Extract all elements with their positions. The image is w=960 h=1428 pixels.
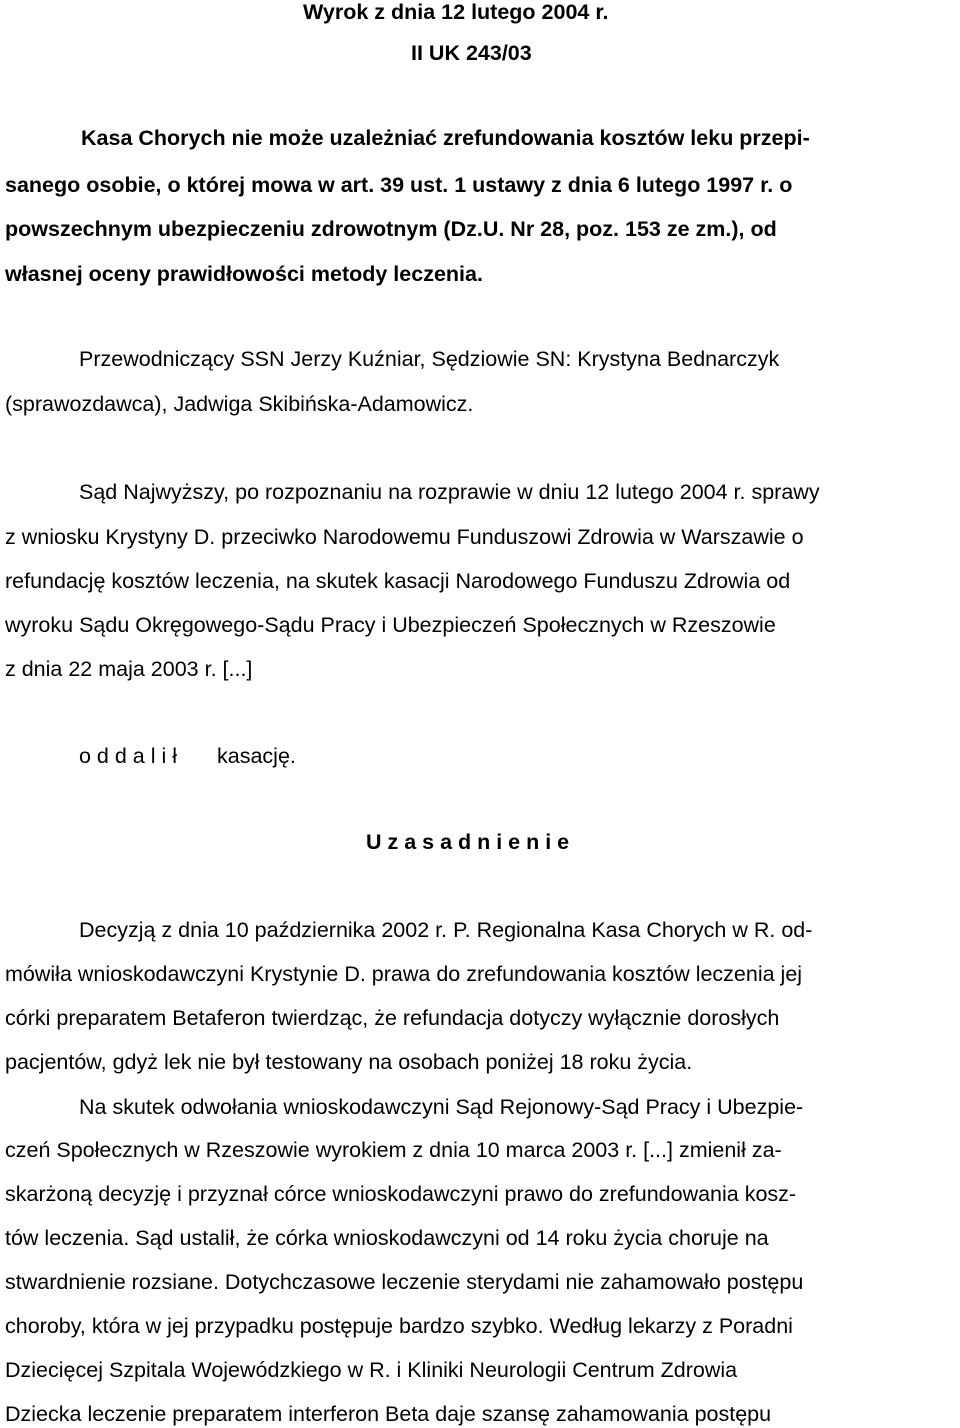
ruling-verb: o d d a l i ł (79, 744, 177, 768)
judgment-date-title: Wyrok z dnia 12 lutego 2004 r. (303, 0, 609, 24)
intro-line: refundację kosztów leczenia, na skutek kasacji Narodowego Funduszu Zdrowia od (5, 569, 791, 593)
intro-line: z wniosku Krystyny D. przeciwko Narodowemu Funduszowi Zdrowia w Warszawie o (5, 525, 804, 549)
reasons-line: choroby, która w jej przypadku postępuje bardzo szybko. Według lekarzy z Poradni (5, 1314, 793, 1338)
composition-line: Przewodniczący SSN Jerzy Kuźniar, Sędziowie SN: Krystyna Bednarczyk (79, 347, 780, 371)
thesis-line: sanego osobie, o której mowa w art. 39 ust. 1 ustawy z dnia 6 lutego 1997 r. o (5, 173, 793, 197)
reasons-line: mówiła wnioskodawczyni Krystynie D. prawa do zrefundowania kosztów leczenia jej (5, 962, 803, 986)
reasons-line: czeń Społecznych w Rzeszowie wyrokiem z dnia 10 marca 2003 r. [...] zmienił za- (5, 1138, 782, 1162)
case-number: II UK 243/03 (411, 41, 532, 65)
thesis-line: powszechnym ubezpieczeniu zdrowotnym (Dz.U. Nr 28, poz. 153 ze zm.), od (5, 217, 777, 241)
reasons-heading: U z a s a d n i e n i e (366, 830, 570, 854)
reasons-line: Dziecka leczenie preparatem interferon Beta daje szansę zahamowania postępu (5, 1402, 772, 1426)
reasons-line: Decyzją z dnia 10 października 2002 r. P. Regionalna Kasa Chorych w R. od- (79, 918, 813, 942)
reasons-line: skarżoną decyzję i przyznał córce wnioskodawczyni prawo do zrefundowania kosz- (5, 1182, 797, 1206)
reasons-line: Dziecięcej Szpitala Wojewódzkiego w R. i Kliniki Neurologii Centrum Zdrowia (5, 1358, 738, 1382)
reasons-line: Na skutek odwołania wnioskodawczyni Sąd Rejonowy-Sąd Pracy i Ubezpie- (79, 1095, 804, 1119)
reasons-line: córki preparatem Betaferon twierdząc, że refundacja dotyczy wyłącznie dorosłych (5, 1006, 780, 1030)
reasons-line: stwardnienie rozsiane. Dotychczasowe leczenie sterydami nie zahamowało postępu (5, 1270, 804, 1294)
composition-line: (sprawozdawca), Jadwiga Skibińska-Adamowicz. (5, 392, 474, 416)
reasons-line: pacjentów, gdyż lek nie był testowany na osobach poniżej 18 roku życia. (5, 1050, 693, 1074)
thesis-line: własnej oceny prawidłowości metody leczenia. (5, 262, 483, 286)
ruling-object: kasację. (217, 744, 296, 768)
intro-line: Sąd Najwyższy, po rozpoznaniu na rozprawie w dniu 12 lutego 2004 r. sprawy (79, 480, 820, 504)
thesis-line: Kasa Chorych nie może uzależniać zrefundowania kosztów leku przepi- (81, 126, 810, 150)
intro-line: wyroku Sądu Okręgowego-Sądu Pracy i Ubezpieczeń Społecznych w Rzeszowie (5, 613, 776, 637)
intro-line: z dnia 22 maja 2003 r. [...] (5, 657, 253, 681)
reasons-line: tów leczenia. Sąd ustalił, że córka wnioskodawczyni od 14 roku życia choruje na (5, 1226, 769, 1250)
